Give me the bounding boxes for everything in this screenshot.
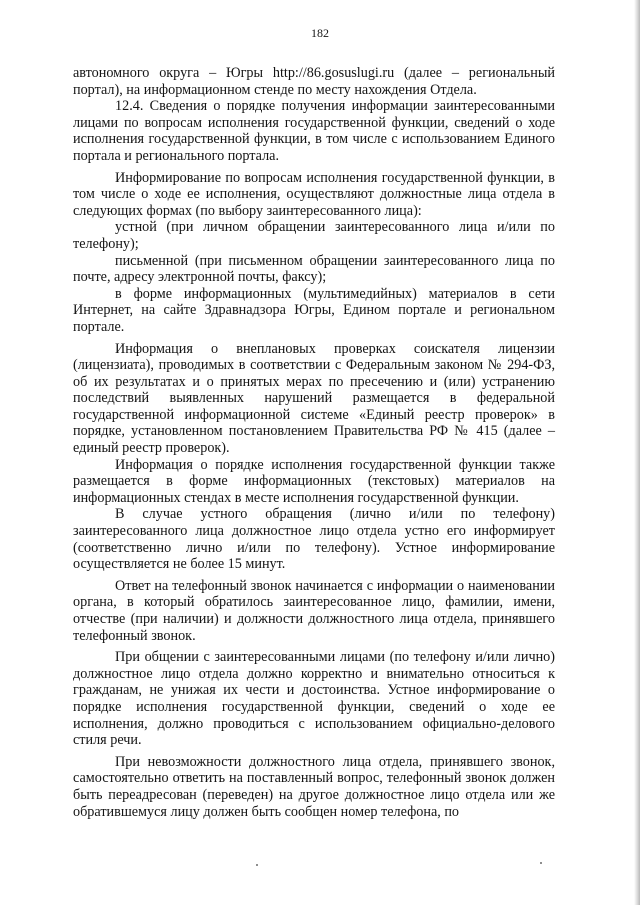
paragraph-oral-form: устной (при личном обращении заинтересованного лица и/или по телефону); <box>73 219 555 252</box>
document-body <box>73 65 555 820</box>
paragraph-multimedia-form: в форме информационных (мультимедийных) материалов в сети Интернет, на сайте Здравнадзора Югры, Едином портале и региональном портале. <box>73 285 555 335</box>
paragraph-informing-forms: Информирование по вопросам исполнения государственной функции, в том числе о ходе ее исполнения, осуществляют должностные лица отдела в следующих формах (по выбору заинтересованного лица): <box>73 169 555 219</box>
page-number: 182 <box>311 26 329 40</box>
paragraph-regional-portal-continuation: автономного округа – Югры http://86.gosuslugi.ru (далее – региональный портал), на информационном стенде по месту нахождения Отдела. <box>73 65 555 98</box>
paragraph-information-stands: Информация о порядке исполнения государственной функции также размещается в форме информационных (текстовых) материалов на информационных стендах в месте исполнения государственной функции. <box>73 456 555 506</box>
paragraph-phone-answer: Ответ на телефонный звонок начинается с информации о наименовании органа, в который обратилось заинтересованное лицо, фамилии, имени, отчестве (при наличии) и должности должностного лица отдела, принявшего телефонный звонок. <box>73 577 555 644</box>
page-edge-shadow <box>634 0 640 905</box>
paragraph-unscheduled-inspections: Информация о внеплановых проверках соискателя лицензии (лицензиата), проводимых в соответствии с Федеральным законом № 294-ФЗ, об их результатах и о принятых мерах по пресечению и (или) устранению последствий выявленных нарушений размещается в федеральной государственной информационной системе «Единый реестр проверок» в порядке, установленном постановлением Правительства РФ № 415 (далее – единый реестр проверок). <box>73 340 555 457</box>
scan-speck <box>540 862 542 864</box>
paragraph-written-form: письменной (при письменном обращении заинтересованного лица по почте, адресу электронной почты, факсу); <box>73 252 555 286</box>
paragraph-section-12-4: 12.4. Сведения о порядке получения информации заинтересованными лицами по вопросам исполнения государственной функции, сведений о ходе исполнения государственной функции, в том числе с использованием Единого портала и регионального портала. <box>73 98 555 164</box>
paragraph-call-redirect: При невозможности должностного лица отдела, принявшего звонок, самостоятельно ответить на поставленный вопрос, телефонный звонок должен быть переадресован (переведен) на другое должностное лицо отдела или же обратившемуся лицу должен быть сообщен номер телефона, по <box>73 753 555 820</box>
paragraph-oral-request: В случае устного обращения (лично и/или по телефону) заинтересованного лица должностное лицо отдела устно его информирует (соответственно лично и/или по телефону). Устное информирование осуществляется не более 15 минут. <box>73 506 555 573</box>
paragraph-communication-conduct: При общении с заинтересованными лицами (по телефону и/или лично) должностное лицо отдела должно корректно и внимательно относиться к гражданам, не унижая их чести и достоинства. Устное информирование о порядке исполнения государственной функции, сведений о ходе ее исполнения, должно проводиться с использованием официально-делового стиля речи. <box>73 649 555 749</box>
scan-speck <box>256 864 258 866</box>
